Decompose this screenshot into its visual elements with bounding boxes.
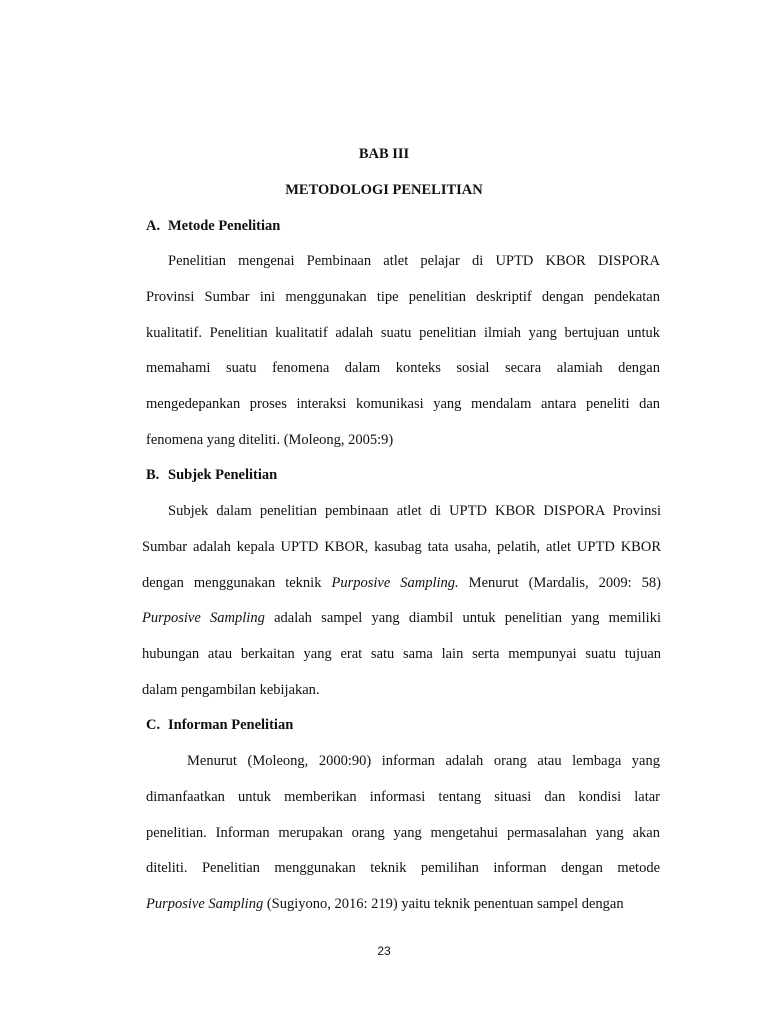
page-number: 23 (377, 944, 391, 958)
paragraph-line: fenomena yang diteliti. (Moleong, 2005:9) (146, 431, 394, 448)
paragraph-line: mengedepankan proses interaksi komunikasi yang mendalam antara peneliti dan (146, 396, 660, 413)
section-title: Subjek Penelitian (168, 467, 278, 483)
paragraph-line: Provinsi Sumbar ini menggunakan tipe penelitian deskriptif dengan pendekatan (146, 288, 660, 305)
italic-term: Purposive Sampling (146, 896, 264, 913)
section-c-paragraph (146, 744, 660, 923)
paragraph-line: Subjek dalam penelitian pembinaan atlet di UPTD KBOR DISPORA Provinsi (168, 503, 661, 519)
paragraph-line: memahami suatu fenomena dalam konteks sosial secara alamiah dengan (146, 360, 660, 377)
line-text: dengan menggunakan teknik (142, 574, 332, 591)
section-c-heading (146, 717, 293, 734)
paragraph-line: dimanfaatkan untuk memberikan informasi tentang situasi dan kondisi latar (146, 788, 660, 805)
section-letter: C. (146, 717, 161, 733)
paragraph-line: diteliti. Penelitian menggunakan teknik pemilihan informan dengan metode (146, 860, 660, 877)
section-letter: A. (146, 218, 161, 234)
line-text: adalah sampel yang diambil untuk penelitian yang memiliki (264, 610, 661, 627)
section-a-heading (146, 218, 280, 235)
section-title: Metode Penelitian (168, 218, 281, 234)
line-text: Menurut (Mardalis, 2009: 58) (458, 574, 661, 591)
italic-term: Purposive Sampling (142, 610, 265, 627)
section-b-heading (146, 467, 277, 484)
italic-term: Purposive Sampling. (331, 574, 459, 591)
section-letter: B. (146, 467, 160, 483)
paragraph-line: penelitian. Informan merupakan orang yang mengetahui permasalahan yang akan (146, 824, 660, 841)
paragraph-line: hubungan atau berkaitan yang erat satu sama lain serta mempunyai suatu tujuan (142, 646, 661, 663)
paragraph-line: Sumbar adalah kepala UPTD KBOR, kasubag tata usaha, pelatih, atlet UPTD KBOR (142, 538, 661, 555)
paragraph-line: Menurut (Moleong, 2000:90) informan adalah orang atau lembaga yang (187, 753, 660, 769)
paragraph-line: Penelitian mengenai Pembinaan atlet pelajar di UPTD KBOR DISPORA (168, 253, 660, 269)
chapter-title: METODOLOGI PENELITIAN (285, 182, 483, 198)
section-a-paragraph (146, 244, 660, 459)
paragraph-line (142, 601, 661, 637)
paragraph-line: dalam pengambilan kebijakan. (142, 681, 320, 698)
section-title: Informan Penelitian (168, 717, 294, 733)
chapter-label: BAB III (358, 146, 410, 162)
line-text: (Sugiyono, 2016: 219) yaitu teknik penentuan sampel dengan (263, 896, 624, 913)
paragraph-line (146, 887, 646, 923)
paragraph-line (142, 566, 661, 602)
section-b-paragraph (142, 494, 661, 709)
paragraph-line: kualitatif. Penelitian kualitatif adalah suatu penelitian ilmiah yang bertujuan untuk (146, 324, 660, 341)
